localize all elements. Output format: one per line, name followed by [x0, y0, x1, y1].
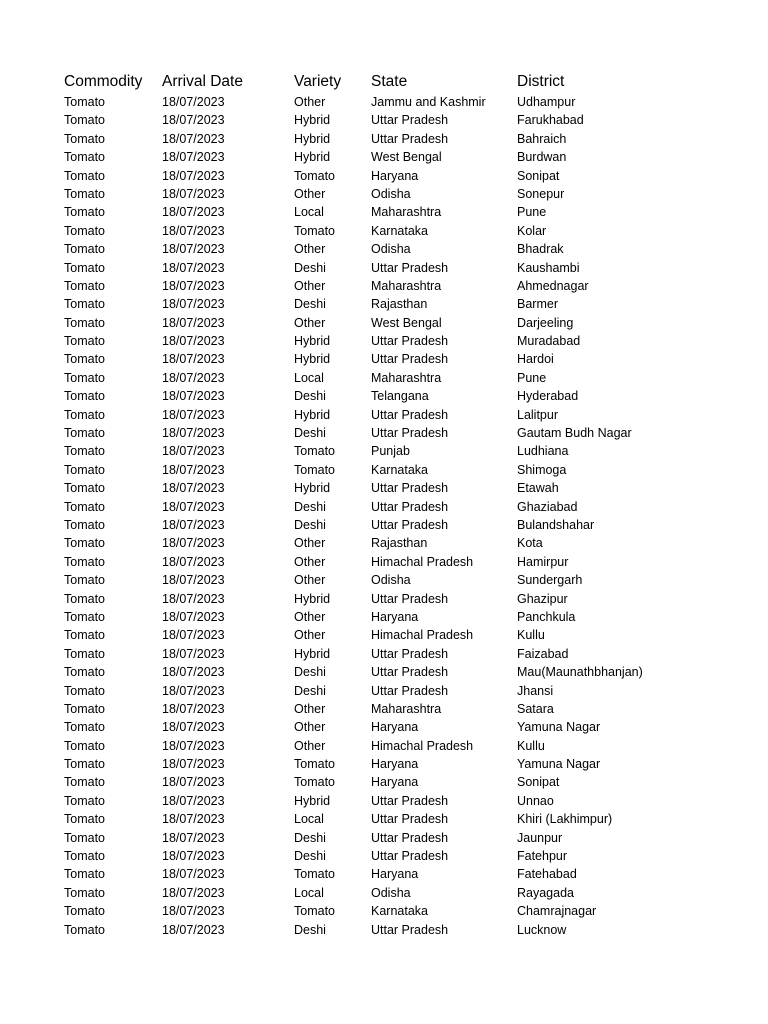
- cell-district: Kaushambi: [517, 260, 580, 275]
- cell-variety: Tomato: [294, 867, 335, 882]
- cell-variety: Deshi: [294, 665, 326, 680]
- cell-variety: Hybrid: [294, 793, 331, 808]
- cell-district: Pune: [517, 205, 547, 220]
- cell-district: Khiri (Lakhimpur): [517, 812, 613, 827]
- cell-state: Uttar Pradesh: [371, 517, 449, 532]
- table-row: [64, 626, 744, 644]
- cell-district: Jaunpur: [517, 830, 563, 845]
- cell-variety: Other: [294, 628, 326, 643]
- cell-district: Rayagada: [517, 885, 574, 900]
- cell-variety: Tomato: [294, 757, 335, 772]
- cell-state: West Bengal: [371, 315, 442, 330]
- cell-state: Maharashtra: [371, 701, 442, 716]
- cell-commodity: Tomato: [64, 444, 105, 459]
- cell-district: Sundergarh: [517, 573, 583, 588]
- cell-district: Barmer: [517, 297, 558, 312]
- cell-variety: Local: [294, 205, 324, 220]
- cell-commodity: Tomato: [64, 720, 105, 735]
- cell-commodity: Tomato: [64, 885, 105, 900]
- cell-variety: Other: [294, 738, 326, 753]
- table-row: [64, 111, 744, 129]
- cell-variety: Other: [294, 278, 326, 293]
- cell-arrival-date: 18/07/2023: [162, 793, 225, 808]
- cell-commodity: Tomato: [64, 812, 105, 827]
- cell-commodity: Tomato: [64, 683, 105, 698]
- cell-variety: Hybrid: [294, 407, 331, 422]
- cell-commodity: Tomato: [64, 352, 105, 367]
- cell-variety: Other: [294, 186, 326, 201]
- table-row: [64, 406, 744, 424]
- cell-variety: Other: [294, 701, 326, 716]
- cell-arrival-date: 18/07/2023: [162, 370, 225, 385]
- cell-variety: Hybrid: [294, 646, 331, 661]
- cell-district: Faizabad: [517, 646, 569, 661]
- cell-state: Uttar Pradesh: [371, 426, 449, 441]
- cell-commodity: Tomato: [64, 260, 105, 275]
- cell-arrival-date: 18/07/2023: [162, 242, 225, 257]
- cell-variety: Other: [294, 242, 326, 257]
- table-row: [64, 295, 744, 313]
- cell-commodity: Tomato: [64, 609, 105, 624]
- cell-district: Fatehpur: [517, 849, 568, 864]
- cell-commodity: Tomato: [64, 315, 105, 330]
- table-row: [64, 682, 744, 700]
- cell-arrival-date: 18/07/2023: [162, 628, 225, 643]
- cell-commodity: Tomato: [64, 591, 105, 606]
- table-row: [64, 332, 744, 350]
- table-row: [64, 479, 744, 497]
- cell-district: Lucknow: [517, 922, 567, 937]
- cell-variety: Local: [294, 812, 324, 827]
- cell-state: Haryana: [371, 609, 419, 624]
- cell-district: Farukhabad: [517, 113, 584, 128]
- cell-district: Burdwan: [517, 150, 567, 165]
- cell-commodity: Tomato: [64, 554, 105, 569]
- cell-district: Jhansi: [517, 683, 554, 698]
- cell-state: Uttar Pradesh: [371, 665, 449, 680]
- table-row: [64, 645, 744, 663]
- table-row: [64, 185, 744, 203]
- table-row: [64, 387, 744, 405]
- cell-state: Uttar Pradesh: [371, 260, 449, 275]
- cell-district: Bhadrak: [517, 242, 564, 257]
- cell-state: West Bengal: [371, 150, 442, 165]
- cell-arrival-date: 18/07/2023: [162, 278, 225, 293]
- cell-arrival-date: 18/07/2023: [162, 609, 225, 624]
- cell-arrival-date: 18/07/2023: [162, 426, 225, 441]
- cell-commodity: Tomato: [64, 426, 105, 441]
- cell-state: Uttar Pradesh: [371, 812, 449, 827]
- cell-variety: Deshi: [294, 297, 326, 312]
- cell-district: Hyderabad: [517, 389, 579, 404]
- cell-variety: Deshi: [294, 426, 326, 441]
- cell-commodity: Tomato: [64, 389, 105, 404]
- table-row: [64, 369, 744, 387]
- cell-district: Ahmednagar: [517, 278, 589, 293]
- table-row: [64, 240, 744, 258]
- cell-state: Uttar Pradesh: [371, 113, 449, 128]
- cell-arrival-date: 18/07/2023: [162, 591, 225, 606]
- table-row: [64, 755, 744, 773]
- header-commodity: Commodity: [64, 73, 143, 90]
- header-district: District: [517, 73, 565, 90]
- cell-state: Uttar Pradesh: [371, 922, 449, 937]
- cell-state: Uttar Pradesh: [371, 646, 449, 661]
- cell-variety: Other: [294, 95, 326, 109]
- cell-arrival-date: 18/07/2023: [162, 150, 225, 165]
- cell-arrival-date: 18/07/2023: [162, 444, 225, 459]
- cell-state: Jammu and Kashmir: [371, 95, 486, 109]
- cell-district: Chamrajnagar: [517, 904, 597, 919]
- cell-commodity: Tomato: [64, 573, 105, 588]
- cell-state: Haryana: [371, 757, 419, 772]
- cell-variety: Other: [294, 573, 326, 588]
- cell-state: Himachal Pradesh: [371, 628, 474, 643]
- cell-state: Uttar Pradesh: [371, 407, 449, 422]
- cell-state: Maharashtra: [371, 370, 442, 385]
- cell-district: Satara: [517, 701, 554, 716]
- cell-commodity: Tomato: [64, 738, 105, 753]
- cell-district: Lalitpur: [517, 407, 558, 422]
- cell-arrival-date: 18/07/2023: [162, 867, 225, 882]
- table-row: [64, 884, 744, 902]
- table-row: [64, 203, 744, 221]
- cell-state: Uttar Pradesh: [371, 481, 449, 496]
- cell-variety: Deshi: [294, 389, 326, 404]
- cell-commodity: Tomato: [64, 775, 105, 790]
- cell-state: Uttar Pradesh: [371, 793, 449, 808]
- table-row: [64, 148, 744, 166]
- cell-variety: Deshi: [294, 499, 326, 514]
- cell-arrival-date: 18/07/2023: [162, 904, 225, 919]
- cell-district: Gautam Budh Nagar: [517, 426, 632, 441]
- table-row: [64, 516, 744, 534]
- cell-commodity: Tomato: [64, 922, 105, 937]
- cell-state: Uttar Pradesh: [371, 830, 449, 845]
- cell-arrival-date: 18/07/2023: [162, 554, 225, 569]
- table-row: [64, 902, 744, 920]
- cell-state: Haryana: [371, 867, 419, 882]
- cell-arrival-date: 18/07/2023: [162, 683, 225, 698]
- cell-state: Karnataka: [371, 904, 428, 919]
- cell-district: Unnao: [517, 793, 554, 808]
- cell-commodity: Tomato: [64, 297, 105, 312]
- cell-district: Yamuna Nagar: [517, 757, 601, 772]
- cell-arrival-date: 18/07/2023: [162, 352, 225, 367]
- cell-arrival-date: 18/07/2023: [162, 205, 225, 220]
- cell-arrival-date: 18/07/2023: [162, 665, 225, 680]
- cell-arrival-date: 18/07/2023: [162, 701, 225, 716]
- cell-state: Uttar Pradesh: [371, 499, 449, 514]
- cell-state: Karnataka: [371, 223, 428, 238]
- cell-commodity: Tomato: [64, 793, 105, 808]
- table-row: [64, 442, 744, 460]
- cell-state: Odisha: [371, 885, 411, 900]
- cell-district: Etawah: [517, 481, 559, 496]
- cell-arrival-date: 18/07/2023: [162, 334, 225, 349]
- cell-arrival-date: 18/07/2023: [162, 95, 225, 109]
- cell-state: Uttar Pradesh: [371, 352, 449, 367]
- cell-state: Haryana: [371, 775, 419, 790]
- cell-district: Pune: [517, 370, 547, 385]
- cell-district: Bulandshahar: [517, 517, 595, 532]
- cell-variety: Other: [294, 720, 326, 735]
- cell-state: Odisha: [371, 186, 411, 201]
- cell-state: Maharashtra: [371, 278, 442, 293]
- cell-arrival-date: 18/07/2023: [162, 186, 225, 201]
- cell-variety: Tomato: [294, 444, 335, 459]
- table-row: [64, 847, 744, 865]
- cell-district: Panchkula: [517, 609, 576, 624]
- cell-variety: Deshi: [294, 922, 326, 937]
- cell-variety: Hybrid: [294, 481, 331, 496]
- cell-commodity: Tomato: [64, 536, 105, 551]
- cell-variety: Deshi: [294, 849, 326, 864]
- cell-commodity: Tomato: [64, 334, 105, 349]
- cell-commodity: Tomato: [64, 481, 105, 496]
- cell-arrival-date: 18/07/2023: [162, 168, 225, 183]
- cell-district: Kolar: [517, 223, 547, 238]
- cell-district: Sonipat: [517, 168, 560, 183]
- cell-variety: Other: [294, 536, 326, 551]
- cell-commodity: Tomato: [64, 150, 105, 165]
- table-row: [64, 663, 744, 681]
- cell-commodity: Tomato: [64, 701, 105, 716]
- table-row: [64, 424, 744, 442]
- table-row: [64, 259, 744, 277]
- cell-variety: Hybrid: [294, 150, 331, 165]
- cell-commodity: Tomato: [64, 168, 105, 183]
- cell-arrival-date: 18/07/2023: [162, 517, 225, 532]
- cell-district: Sonipat: [517, 775, 560, 790]
- cell-state: Uttar Pradesh: [371, 849, 449, 864]
- cell-arrival-date: 18/07/2023: [162, 536, 225, 551]
- cell-state: Uttar Pradesh: [371, 334, 449, 349]
- table-row: [64, 810, 744, 828]
- table-row: [64, 718, 744, 736]
- table-row: [64, 222, 744, 240]
- cell-variety: Deshi: [294, 683, 326, 698]
- cell-arrival-date: 18/07/2023: [162, 407, 225, 422]
- cell-state: Haryana: [371, 720, 419, 735]
- cell-district: Mau(Maunathbhanjan): [517, 665, 643, 680]
- cell-variety: Other: [294, 609, 326, 624]
- table-row: [64, 865, 744, 883]
- cell-arrival-date: 18/07/2023: [162, 573, 225, 588]
- cell-commodity: Tomato: [64, 849, 105, 864]
- data-table: [64, 70, 744, 939]
- table-row: [64, 700, 744, 718]
- table-row: [64, 93, 744, 111]
- cell-commodity: Tomato: [64, 499, 105, 514]
- cell-variety: Tomato: [294, 775, 335, 790]
- cell-commodity: Tomato: [64, 628, 105, 643]
- cell-state: Odisha: [371, 242, 411, 257]
- cell-commodity: Tomato: [64, 242, 105, 257]
- cell-commodity: Tomato: [64, 95, 105, 109]
- cell-arrival-date: 18/07/2023: [162, 113, 225, 128]
- cell-arrival-date: 18/07/2023: [162, 812, 225, 827]
- cell-variety: Tomato: [294, 904, 335, 919]
- cell-commodity: Tomato: [64, 665, 105, 680]
- cell-arrival-date: 18/07/2023: [162, 775, 225, 790]
- cell-variety: Hybrid: [294, 113, 331, 128]
- cell-commodity: Tomato: [64, 867, 105, 882]
- cell-variety: Deshi: [294, 830, 326, 845]
- cell-variety: Hybrid: [294, 131, 331, 146]
- cell-district: Udhampur: [517, 95, 576, 109]
- cell-variety: Local: [294, 885, 324, 900]
- cell-district: Yamuna Nagar: [517, 720, 601, 735]
- table-row: [64, 608, 744, 626]
- cell-arrival-date: 18/07/2023: [162, 481, 225, 496]
- cell-arrival-date: 18/07/2023: [162, 830, 225, 845]
- cell-commodity: Tomato: [64, 646, 105, 661]
- cell-state: Himachal Pradesh: [371, 738, 474, 753]
- cell-variety: Other: [294, 315, 326, 330]
- cell-variety: Hybrid: [294, 591, 331, 606]
- cell-state: Odisha: [371, 573, 411, 588]
- cell-variety: Hybrid: [294, 352, 331, 367]
- header-state: State: [371, 73, 408, 90]
- cell-state: Rajasthan: [371, 297, 428, 312]
- table-row: [64, 277, 744, 295]
- cell-state: Telangana: [371, 389, 429, 404]
- cell-variety: Deshi: [294, 260, 326, 275]
- table-row: [64, 130, 744, 148]
- cell-variety: Other: [294, 554, 326, 569]
- cell-district: Kullu: [517, 738, 545, 753]
- table-row: [64, 773, 744, 791]
- cell-district: Hardoi: [517, 352, 554, 367]
- cell-variety: Tomato: [294, 168, 335, 183]
- table-row: [64, 167, 744, 185]
- cell-state: Uttar Pradesh: [371, 683, 449, 698]
- cell-district: Fatehabad: [517, 867, 577, 882]
- cell-arrival-date: 18/07/2023: [162, 297, 225, 312]
- cell-district: Darjeeling: [517, 315, 574, 330]
- cell-state: Rajasthan: [371, 536, 428, 551]
- cell-commodity: Tomato: [64, 830, 105, 845]
- cell-commodity: Tomato: [64, 205, 105, 220]
- table-row: [64, 921, 744, 939]
- cell-arrival-date: 18/07/2023: [162, 499, 225, 514]
- cell-arrival-date: 18/07/2023: [162, 315, 225, 330]
- cell-commodity: Tomato: [64, 757, 105, 772]
- table-row: [64, 792, 744, 810]
- cell-arrival-date: 18/07/2023: [162, 131, 225, 146]
- cell-state: Punjab: [371, 444, 410, 459]
- cell-commodity: Tomato: [64, 113, 105, 128]
- table-row: [64, 534, 744, 552]
- cell-arrival-date: 18/07/2023: [162, 389, 225, 404]
- cell-variety: Tomato: [294, 462, 335, 477]
- cell-state: Himachal Pradesh: [371, 554, 474, 569]
- cell-arrival-date: 18/07/2023: [162, 922, 225, 937]
- cell-state: Haryana: [371, 168, 419, 183]
- cell-district: Hamirpur: [517, 554, 569, 569]
- cell-arrival-date: 18/07/2023: [162, 646, 225, 661]
- cell-variety: Tomato: [294, 223, 335, 238]
- cell-district: Sonepur: [517, 186, 565, 201]
- cell-district: Muradabad: [517, 334, 581, 349]
- table-row: [64, 737, 744, 755]
- cell-arrival-date: 18/07/2023: [162, 738, 225, 753]
- cell-district: Kullu: [517, 628, 545, 643]
- cell-commodity: Tomato: [64, 370, 105, 385]
- cell-variety: Hybrid: [294, 334, 331, 349]
- cell-arrival-date: 18/07/2023: [162, 885, 225, 900]
- cell-commodity: Tomato: [64, 186, 105, 201]
- cell-state: Uttar Pradesh: [371, 591, 449, 606]
- cell-district: Ludhiana: [517, 444, 569, 459]
- cell-district: Shimoga: [517, 462, 567, 477]
- cell-variety: Deshi: [294, 517, 326, 532]
- cell-variety: Local: [294, 370, 324, 385]
- table-row: [64, 314, 744, 332]
- cell-commodity: Tomato: [64, 131, 105, 146]
- cell-district: Ghaziabad: [517, 499, 578, 514]
- header-variety: Variety: [294, 73, 342, 90]
- table-row: [64, 498, 744, 516]
- cell-arrival-date: 18/07/2023: [162, 260, 225, 275]
- cell-arrival-date: 18/07/2023: [162, 757, 225, 772]
- cell-commodity: Tomato: [64, 517, 105, 532]
- table-header-row: [64, 70, 744, 93]
- table-row: [64, 461, 744, 479]
- table-row: [64, 553, 744, 571]
- table-row: [64, 829, 744, 847]
- cell-arrival-date: 18/07/2023: [162, 223, 225, 238]
- header-arrival-date: Arrival Date: [162, 73, 243, 90]
- cell-commodity: Tomato: [64, 462, 105, 477]
- cell-arrival-date: 18/07/2023: [162, 849, 225, 864]
- cell-district: Kota: [517, 536, 543, 551]
- cell-district: Bahraich: [517, 131, 567, 146]
- cell-state: Maharashtra: [371, 205, 442, 220]
- cell-commodity: Tomato: [64, 223, 105, 238]
- cell-commodity: Tomato: [64, 904, 105, 919]
- cell-arrival-date: 18/07/2023: [162, 720, 225, 735]
- table-row: [64, 590, 744, 608]
- cell-commodity: Tomato: [64, 278, 105, 293]
- cell-commodity: Tomato: [64, 407, 105, 422]
- cell-state: Karnataka: [371, 462, 428, 477]
- table-row: [64, 350, 744, 368]
- cell-state: Uttar Pradesh: [371, 131, 449, 146]
- cell-arrival-date: 18/07/2023: [162, 462, 225, 477]
- cell-district: Ghazipur: [517, 591, 568, 606]
- table-body: [64, 93, 744, 939]
- table-row: [64, 571, 744, 589]
